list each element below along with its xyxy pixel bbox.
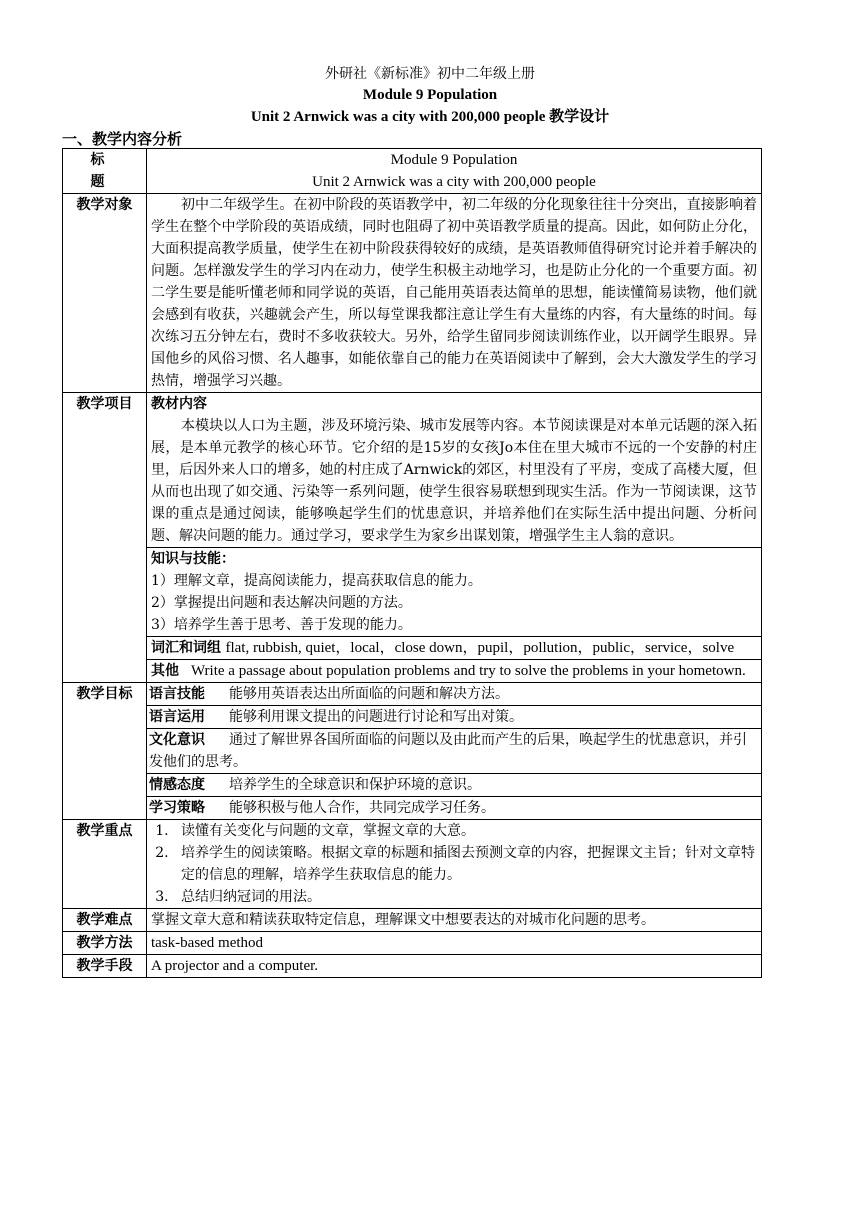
list-item: 2. 培养学生的阅读策略。根据文章的标题和插图去预测文章的内容，把握课文主旨；针对文章特定的信息的理解，培养学生获取信息的能力。 (173, 842, 757, 886)
skills-cell (147, 548, 762, 637)
material-content-text: 本模块以人口为主题，涉及环境污染、城市发展等内容。本节阅读课是对本单元话题的深入拓展，是本单元教学的核心环节。它介绍的是15岁的女孩Jo本住在里大城市不远的一个安静的村庄里，后因外来人口的增多，她的村庄成了Arnwick的郊区，村里没有了平房，变成了高楼大厦，但从而也出现了如交通、污染等一系列问题，使学生很容易联想到现实生活。作为一节阅读课，这节课的重点是通过阅读，能够唤起学生们的忧患意识，并培养他们在实际生活中提出问题、分析问题、解决问题的能力。通过学习，要求学生为家乡出谋划策，增强学生主人翁的意识。 (151, 418, 757, 544)
other-text: Write a passage about population problems and try to solve the problems in your hometown. (191, 663, 746, 679)
row-means (63, 955, 762, 978)
row-goals (63, 706, 762, 729)
row-project-other (63, 660, 762, 683)
audience-cell (147, 194, 762, 393)
vocab-text: flat, rubbish, quiet，local，close down，pupil，pollution，public，service，solve (225, 640, 735, 656)
lesson-title-line1: Module 9 Population (390, 152, 518, 168)
row-label-title: 标 题 (63, 149, 147, 194)
key-points-list (151, 820, 757, 908)
row-label-means: 教学手段 (63, 955, 147, 978)
row-label-method: 教学方法 (63, 932, 147, 955)
goal-title: 语言运用 (149, 709, 205, 725)
list-item: 1. 读懂有关变化与问题的文章，掌握文章的大意。 (173, 820, 757, 842)
method-cell: task-based method (147, 932, 762, 955)
row-goals (63, 797, 762, 820)
goal-title: 情感态度 (149, 777, 205, 793)
goal-text: 能够用英语表达出所面临的问题和解决方法。 (229, 686, 509, 702)
list-item: 3. 总结归纳冠词的用法。 (173, 886, 757, 908)
content-analysis-table (62, 148, 762, 978)
goal-cell (147, 706, 762, 729)
skills-item: 3）培养学生善于思考、善于发现的能力。 (151, 617, 412, 633)
row-project-vocab (63, 637, 762, 660)
difficulties-cell: 掌握文章大意和精读获取特定信息，理解课文中想要表达的对城市化问题的思考。 (147, 909, 762, 932)
row-project-content (63, 393, 762, 548)
row-method (63, 932, 762, 955)
section-title: 一、教学内容分析 (62, 130, 183, 148)
row-label-project: 教学项目 (63, 393, 147, 683)
vocab-cell (147, 637, 762, 660)
unit-title: Unit 2 Arnwick was a city with 200,000 people 教学设计 (250, 109, 610, 125)
goal-cell (147, 774, 762, 797)
row-project-skills (63, 548, 762, 637)
row-audience (63, 194, 762, 393)
goal-cell (147, 683, 762, 706)
lesson-title-line2: Unit 2 Arnwick was a city with 200,000 people (312, 174, 596, 190)
goal-title: 文化意识 (149, 732, 205, 748)
lesson-title-cell (147, 149, 762, 194)
goal-title: 语言技能 (149, 686, 205, 702)
goal-cell (147, 797, 762, 820)
goal-text: 能够利用课文提出的问题进行讨论和写出对策。 (229, 709, 523, 725)
goal-text: 培养学生的全球意识和保护环境的意识。 (229, 777, 481, 793)
publisher-line: 外研社《新标准》初中二年级上册 (325, 66, 535, 82)
skills-item: 2）掌握提出问题和表达解决问题的方法。 (151, 595, 412, 611)
row-label-difficulties: 教学难点 (63, 909, 147, 932)
audience-text: 初中二年级学生。在初中阶段的英语教学中，初二年级的分化现象往往十分突出，直接影响着学生在整个中学阶段的英语成绩，同时也阻碍了初中英语教学质量的提高。因此，如何防止分化，大面积提高教学质量，使学生在初中阶段获得较好的成绩，是英语教师值得研究讨论并着手解决的问题。怎样激发学生的学习内在动力，使学生积极主动地学习，也是防止分化的一个重要方面。初二学生要是能听懂老师和同学说的英语，自己能用英语表达简单的思想，能读懂简易读物，他们就会感到有收获，兴趣就会产生，所以每堂课我都注意让学生有大量练的内容，有大量练的时间。每次练习五分钟左右，费时不多收获较大。另外，给学生留同步阅读训练作业，以开阔学生眼界。异国他乡的风俗习惯、名人趣事，如能依靠自己的能力在英语阅读中了解到，会大大激发学生的学习热情，增强学习兴趣。 (151, 197, 757, 389)
goal-title: 学习策略 (149, 800, 205, 816)
row-label-key-points: 教学重点 (63, 820, 147, 909)
key-points-cell (147, 820, 762, 909)
goal-text: 能够积极与他人合作，共同完成学习任务。 (229, 800, 495, 816)
material-content-title: 教材内容 (151, 396, 207, 412)
row-goals (63, 774, 762, 797)
vocab-title: 词汇和词组 (151, 640, 221, 656)
row-label-goals: 教学目标 (63, 683, 147, 820)
row-key-points (63, 820, 762, 909)
other-cell (147, 660, 762, 683)
skills-item: 1）理解文章，提高阅读能力，提高获取信息的能力。 (151, 573, 482, 589)
other-title: 其他 (151, 663, 179, 679)
row-difficulties (63, 909, 762, 932)
row-title (63, 149, 762, 194)
row-goals (63, 729, 762, 774)
module-title: Module 9 Population (362, 87, 498, 103)
material-content-cell (147, 393, 762, 548)
goal-cell (147, 729, 762, 774)
skills-title: 知识与技能： (151, 551, 235, 567)
goal-text: 通过了解世界各国所面临的问题以及由此而产生的后果，唤起学生的忧患意识，并引发他们的思考。 (149, 732, 747, 770)
row-goals (63, 683, 762, 706)
row-label-audience: 教学对象 (63, 194, 147, 393)
means-cell: A projector and a computer. (147, 955, 762, 978)
